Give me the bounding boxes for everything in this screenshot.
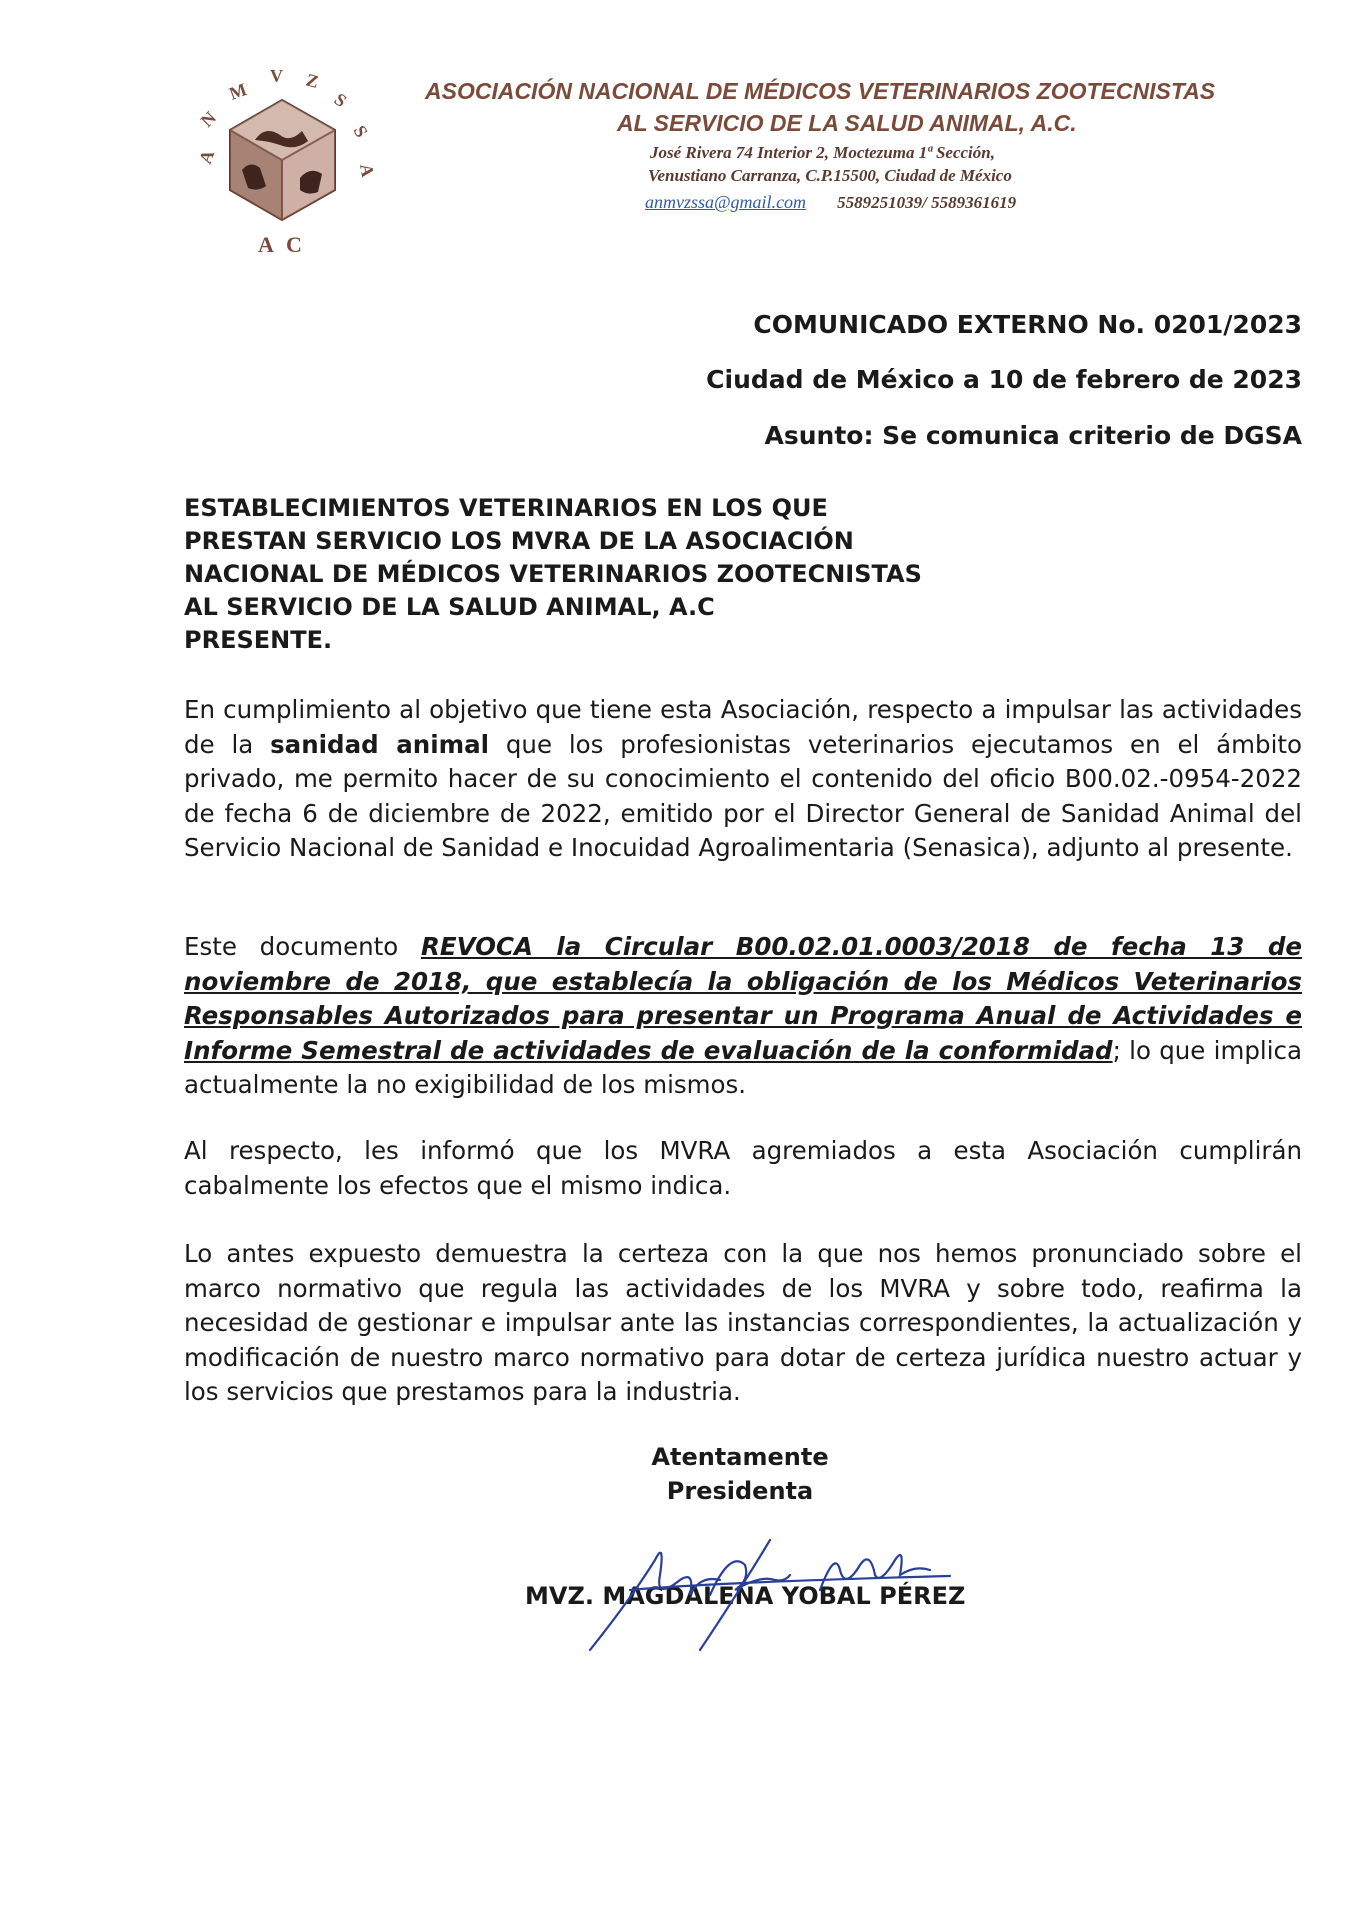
svg-text:A: A	[258, 232, 274, 257]
phone-numbers: 5589251039/ 5589361619	[837, 193, 1017, 212]
svg-text:V: V	[270, 66, 283, 86]
address-line2: Venustiano Carranza, C.P.15500, Ciudad de México	[648, 166, 1012, 185]
svg-text:S: S	[349, 122, 372, 141]
p1-bold-phrase: sanidad animal	[270, 729, 490, 759]
closing-salutation: Atentamente	[651, 1443, 829, 1471]
recipient-line: PRESENTE.	[184, 626, 333, 654]
p2-emphasis: REVOCA la Circular B00.02.01.0003/2018 de fecha 13 de noviembre de 2018, que establecía la obligación de los Médicos Veterinarios Responsables Autorizados para presentar un Programa Anual de Actividades e Informe Semestral de actividades de evaluación de la conformidad	[184, 932, 1302, 1065]
signer-name: MVZ. MAGDALENA YOBAL PÉREZ	[525, 1582, 966, 1610]
svg-text:A: A	[356, 162, 379, 179]
p2-text-a: Este documento	[184, 932, 421, 961]
paragraph-4: Lo antes expuesto demuestra la certeza con la que nos hemos pronunciado sobre el marco normativo que regula las actividades de los MVRA y sobre todo, reafirma la necesidad de gestionar e impulsar ante las instancias correspondientes, la actualización y modificación de nuestro marco normativo para dotar de certeza jurídica nuestro actuar y los servicios que prestamos para la industria.	[184, 1239, 1302, 1406]
svg-text:S: S	[330, 88, 351, 112]
org-name-line1: ASOCIACIÓN NACIONAL DE MÉDICOS VETERINARIOS ZOOTECNISTAS	[425, 78, 1216, 104]
recipient-line: AL SERVICIO DE LA SALUD ANIMAL, A.C	[184, 593, 715, 621]
address-line1: José Rivera 74 Interior 2, Moctezuma 1ª Sección,	[650, 143, 995, 162]
handwritten-signature	[570, 1520, 970, 1670]
svg-text:C: C	[286, 232, 302, 257]
closing-title: Presidenta	[666, 1477, 814, 1505]
contact-row	[645, 192, 1016, 213]
association-logo	[170, 60, 395, 270]
svg-text:A: A	[194, 147, 219, 167]
paragraph-3: Al respecto, les informó que los MVRA agremiados a esta Asociación cumplirán cabalmente los efectos que el mismo indica.	[184, 1136, 1302, 1200]
p1-text-a: En cumplimiento al objetivo que tiene esta Asociación, respecto a impulsar las actividades de la	[184, 695, 1302, 759]
email-link[interactable]: anmvzssa@gmail.com	[645, 192, 807, 212]
p2-text-b: ; lo que implica actualmente la no exigibilidad de los mismos.	[184, 1035, 1302, 1099]
paragraph-2	[184, 930, 1302, 1103]
paragraph-1	[184, 693, 1302, 866]
org-name-line2: AL SERVICIO DE LA SALUD ANIMAL, A.C.	[617, 110, 1077, 136]
recipient-line: ESTABLECIMIENTOS VETERINARIOS EN LOS QUE	[184, 494, 828, 522]
communique-number: COMUNICADO EXTERNO No. 0201/2023	[753, 310, 1302, 339]
svg-text:N: N	[196, 107, 221, 131]
subject-line: Asunto: Se comunica criterio de DGSA	[764, 421, 1302, 450]
place-date: Ciudad de México a 10 de febrero de 2023	[706, 365, 1302, 394]
recipient-line: NACIONAL DE MÉDICOS VETERINARIOS ZOOTECNISTAS	[184, 560, 922, 588]
svg-text:M: M	[226, 79, 250, 104]
recipient-block	[184, 492, 922, 657]
p1-text-b: que los profesionistas veterinarios ejecutamos en el ámbito privado, me permito hacer de su conocimiento el contenido del oficio B00.02.-0954-2022 de fecha 6 de diciembre de 2022, emitido por el Director General de Sanidad Animal del Servicio Nacional de Sanidad e Inocuidad Agroalimentaria (Senasica), adjunto al presente.	[184, 729, 1302, 862]
recipient-line: PRESTAN SERVICIO LOS MVRA DE LA ASOCIACIÓN	[184, 527, 854, 555]
svg-text:Z: Z	[303, 69, 321, 92]
